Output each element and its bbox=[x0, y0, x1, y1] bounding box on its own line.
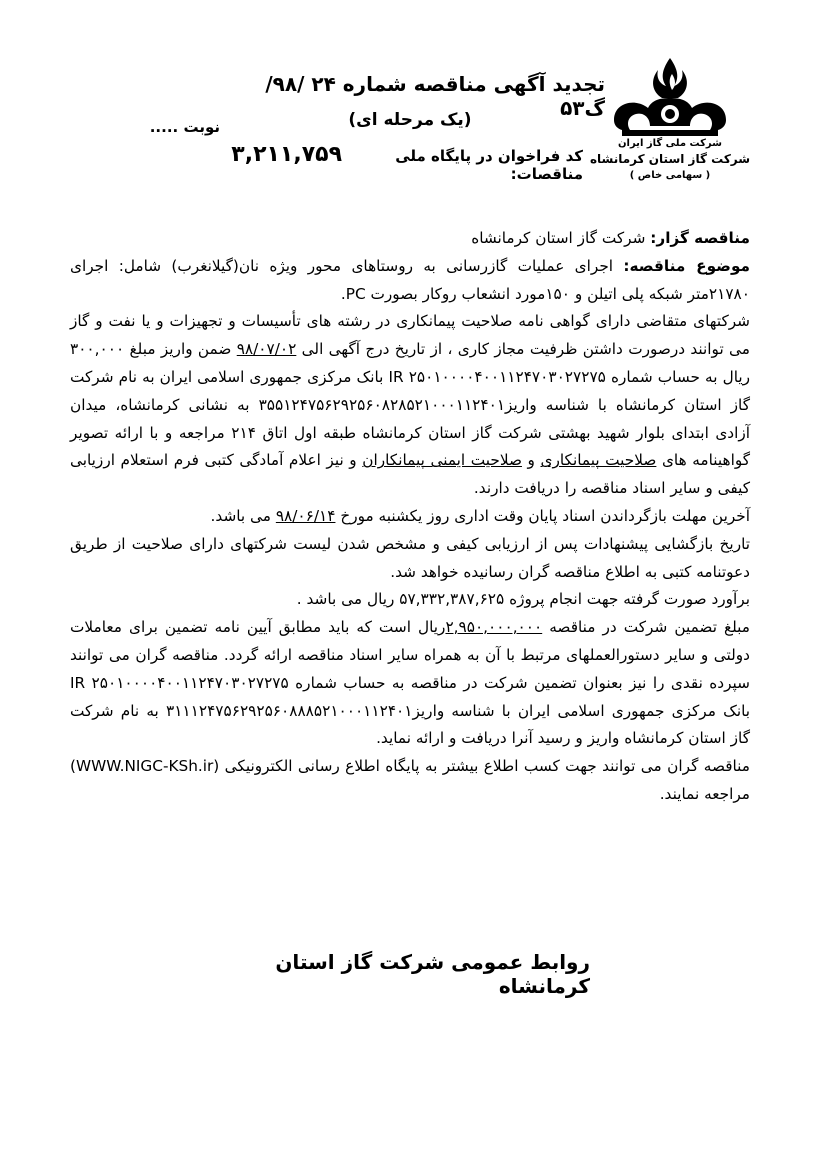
guarantee-text-a: مبلغ تضمین شرکت در مناقصه bbox=[542, 618, 750, 637]
website-paragraph: مناقصه گران می توانند جهت کسب اطلاع بیشتر به پایگاه اطلاع رسانی الکترونیکی (WWW.NIGC-KSh.ir) مراجعه نمایند. bbox=[70, 757, 750, 803]
tender-organizer-label: مناقصه گزار: bbox=[650, 229, 750, 247]
tender-subject-paragraph bbox=[70, 253, 750, 309]
return-deadline-paragraph bbox=[70, 503, 750, 531]
eligibility-conjunction: و bbox=[521, 451, 541, 470]
eligibility-paragraph bbox=[70, 308, 750, 503]
tender-subject-text: اجرای عملیات گازرسانی به روستاهای محور ویژه نان(گیلانغرب) شامل: اجرای ۲۱۷۸۰متر شبکه پلی اتیلن و ۱۵۰مورد انشعاب روکار بصورت PC. bbox=[70, 256, 750, 303]
tender-organizer-paragraph bbox=[70, 225, 750, 253]
eligibility-text-c: و نیز اعلام آمادگی کتبی فرم استعلام ارزیابی کیفی و سایر اسناد مناقصه را دریافت دارند. bbox=[70, 451, 750, 498]
notice-subtitle: (یک مرحله ای) bbox=[348, 110, 472, 130]
flame-emblem-icon bbox=[600, 54, 740, 138]
return-deadline-text-a: آخرین مهلت بازگرداندن اسناد پایان وقت اداری روز یکشنبه مورخ bbox=[335, 506, 750, 525]
guarantee-text-b: ریال است که باید مطابق آیین نامه تضمین برای معاملات دولتی و سایر دستورالعملهای مرتبط با آن به همراه سایر اسناد مناقصه ارائه گردد. مناقصه گران می توانند سپرده نقدی را نیز بعنوان تضمین شرکت در مناقصه به حساب شماره IR ۲۵۰۱۰۰۰۰۴۰۰۱۱۲۴۷۰۳۰۲۷۲۷۵ بانک مرکزی جمهوری اسلامی ایران با شناسه واریز۳۱۱۱۲۴۷۵۶۲۹۲۵۶۰۸۸۸۵۲۱۰۰۰۱۱۲۴۰۱ به نام شرکت گاز استان کرمانشاه واریز و رسید آنرا دریافت و ارائه نماید. bbox=[70, 618, 750, 748]
guarantee-amount: ۲,۹۵۰,۰۰۰,۰۰۰ bbox=[445, 618, 543, 637]
notice-title: تجدید آگهی مناقصه شماره ۲۴ /۹۸/گ۵۳ bbox=[265, 72, 605, 120]
notice-body bbox=[70, 225, 750, 809]
logo-company-type: ( سهامی خاص ) bbox=[629, 170, 711, 181]
document-deadline-date: ۹۸/۰۷/۰۲ bbox=[236, 340, 297, 359]
notice-turn: نوبت ..... bbox=[149, 118, 220, 136]
public-relations-signature: روابط عمومی شرکت گاز استان کرمانشاه bbox=[275, 950, 590, 998]
guarantee-paragraph bbox=[70, 614, 750, 753]
return-deadline-text-b: می باشد. bbox=[210, 506, 276, 525]
call-code-label: کد فراخوان در پایگاه ملی مناقصات: bbox=[395, 147, 583, 183]
logo-company-national: شرکت ملی گاز ایران bbox=[618, 138, 722, 149]
project-estimate-paragraph: برآورد صورت گرفته جهت انجام پروژه ۵۷,۳۳۲,۳۸۷,۶۲۵ ریال می باشد . bbox=[296, 590, 750, 609]
contractor-safety-qualification: صلاحیت ایمنی پیمانکاران bbox=[362, 451, 522, 470]
contractor-qualification: صلاحیت پیمانکاری bbox=[540, 451, 657, 470]
tender-organizer-text: شرکت گاز استان کرمانشاه bbox=[471, 229, 651, 247]
tender-subject-label: موضوع مناقصه: bbox=[623, 256, 751, 275]
eligibility-text-a: شرکتهای متقاضی دارای گواهی نامه صلاحیت پیمانکاری در رشته های تأسیسات و تجهیزات و یا نفت و گاز می توانند درصورت داشتن ظرفیت مجاز کاری ، از تاریخ درج آگهی الی bbox=[70, 312, 750, 359]
opening-date-paragraph: تاریخ بازگشایی پیشنهادات پس از ارزیابی کیفی و مشخص شدن لیست شرکتهای دارای صلاحیت از طریق دعوتنامه کتبی به اطلاع مناقصه گران رسانیده خواهد شد. bbox=[70, 534, 750, 581]
return-deadline-date: ۹۸/۰۶/۱۴ bbox=[275, 506, 336, 525]
call-code-value: ۳,۲۱۱,۷۵۹ bbox=[231, 142, 342, 167]
eligibility-text-b: ضمن واریز مبلغ ۳۰۰,۰۰۰ ریال به حساب شماره IR ۲۵۰۱۰۰۰۰۴۰۰۱۱۲۴۷۰۳۰۲۷۲۷۵ بانک مرکزی جمهوری اسلامی ایران به نام شرکت گاز استان کرمانشاه با شناسه واریز۳۵۵۱۲۴۷۵۶۲۹۲۵۶۰۸۲۸۵۲۱۰۰۰۱۱۲۴۰۱ به نشانی کرمانشاه، میدان آزادی ابتدای بلوار شهید بهشتی شرکت گاز استان کرمانشاه طبقه اول اتاق ۲۱۴ مراجعه و با ارائه تصویر گواهینامه های bbox=[70, 340, 751, 470]
logo-company-provincial: شرکت گاز استان کرمانشاه bbox=[589, 152, 751, 166]
